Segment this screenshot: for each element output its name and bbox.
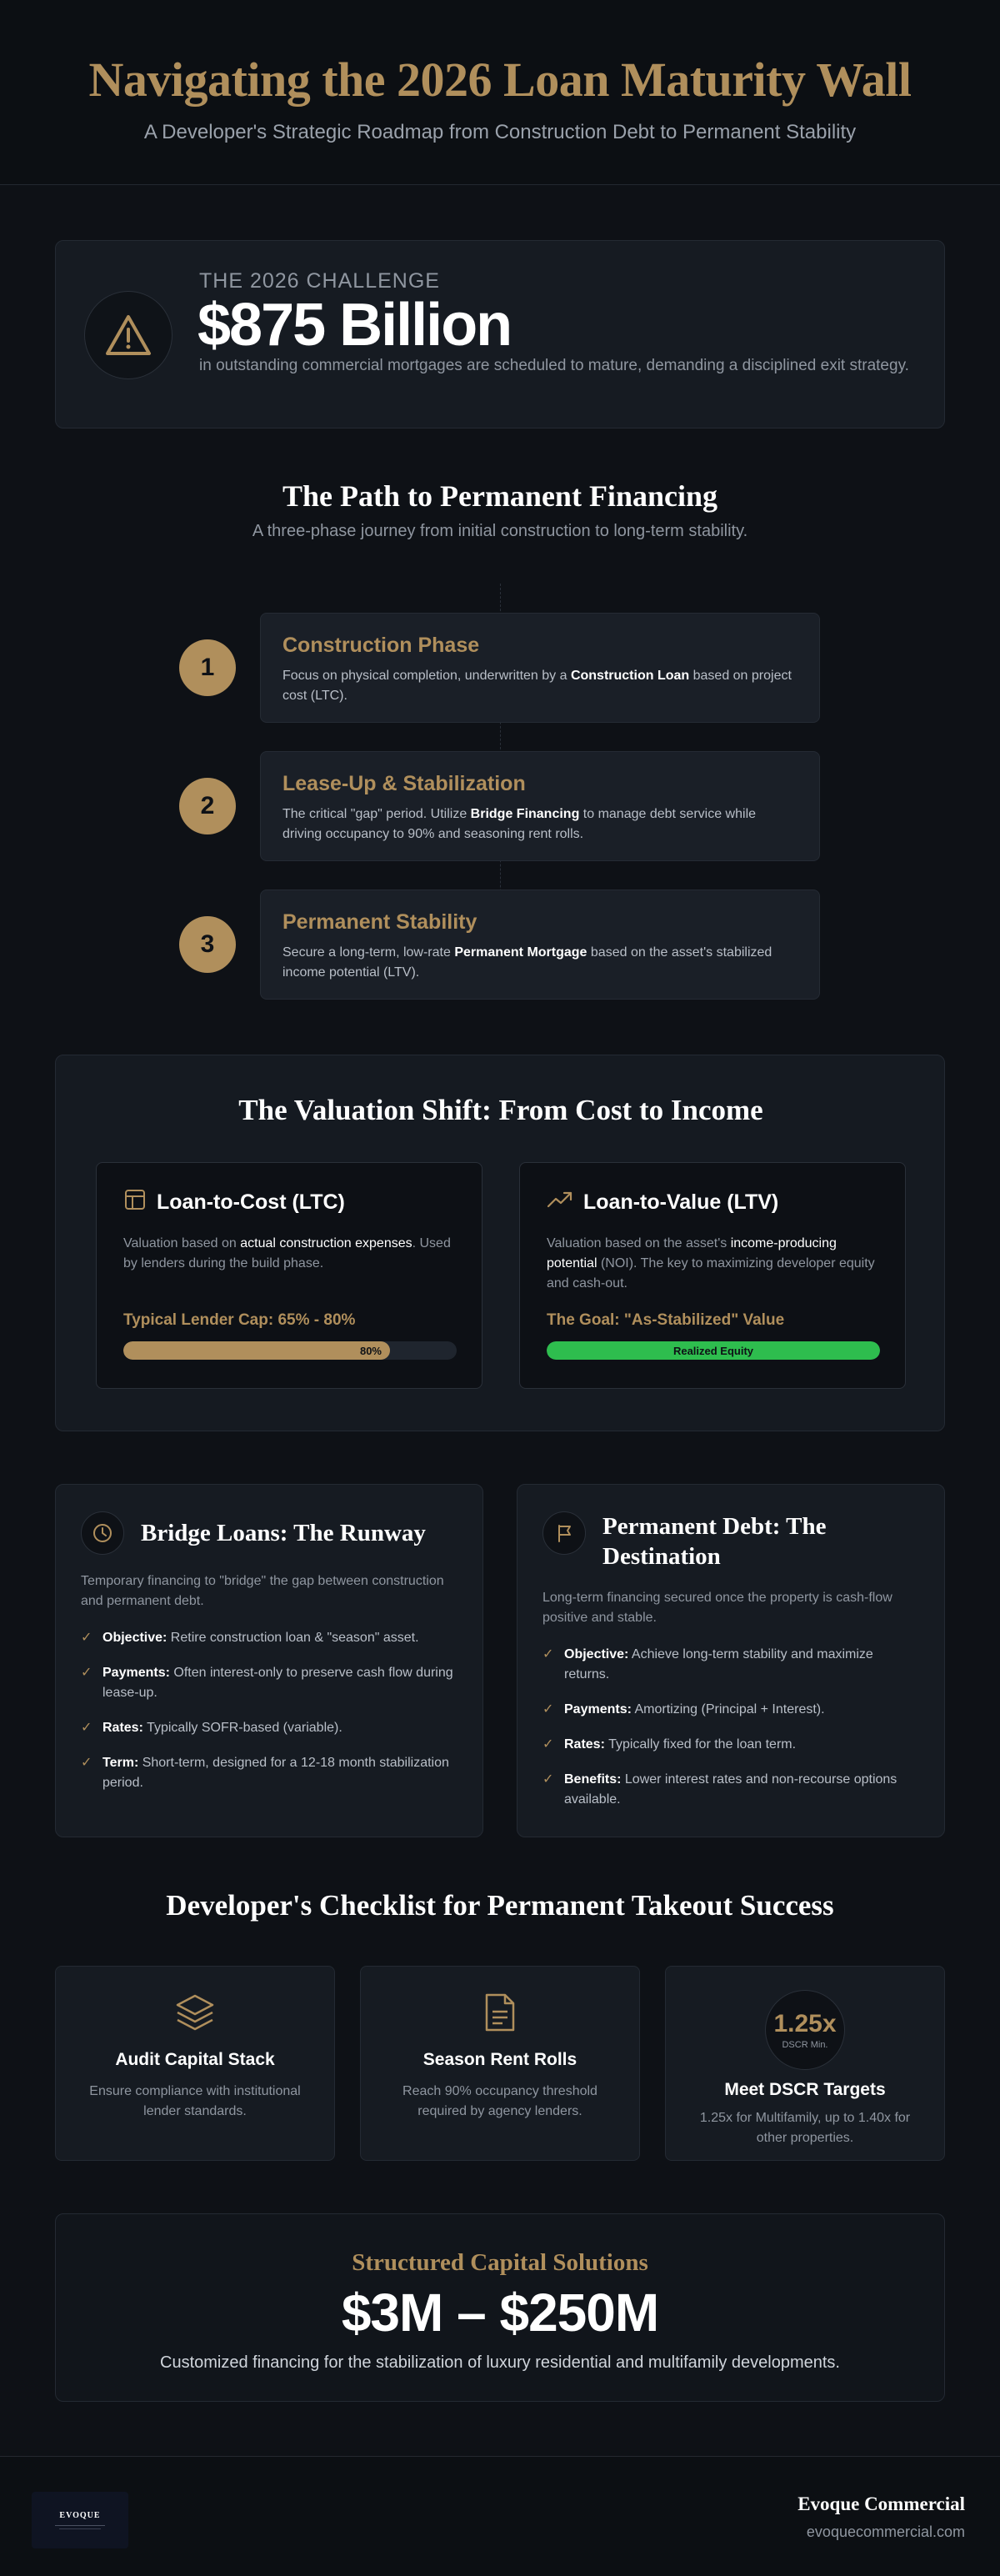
capital-solutions-card <box>55 2213 945 2402</box>
ltv-card <box>519 1162 906 1389</box>
step-card-permanent <box>260 890 820 1000</box>
check-icon: ✓ <box>81 1756 92 1770</box>
checklist-item-title: Season Rent Rolls <box>422 2050 578 2069</box>
warning-triangle-icon <box>84 291 172 379</box>
checklist-title: Developer's Checklist for Permanent Takeout Success <box>166 1889 834 1922</box>
permanent-debt-title: Permanent Debt: The Destination <box>602 1513 827 1570</box>
solutions-title: Structured Capital Solutions <box>352 2249 648 2276</box>
list-item: ✓ Benefits: Lower interest rates and non-recourse options available. <box>542 1770 919 1810</box>
logo-rule <box>55 2525 105 2526</box>
page-title: Navigating the 2026 Loan Maturity Wall <box>88 53 912 107</box>
ltv-title-row <box>547 1188 878 1217</box>
logo-rule <box>59 2528 101 2529</box>
step-description: The critical "gap" period. Utilize Bridge Financing to manage debt service while driving occupancy to 90% and seasoning rent rolls. <box>282 807 757 841</box>
trend-up-icon <box>547 1188 573 1217</box>
step-description: Secure a long-term, low-rate Permanent Mortgage based on the asset's stabilized income potential (LTV). <box>282 945 772 980</box>
step-title: Lease-Up & Stabilization <box>282 772 526 795</box>
challenge-amount: $875 Billion <box>198 292 512 358</box>
list-item: ✓ Payments: Amortizing (Principal + Interest). <box>542 1700 919 1720</box>
checklist-item-title: Meet DSCR Targets <box>724 2080 886 2099</box>
page-subtitle: A Developer's Strategic Roadmap from Construction Debt to Permanent Stability <box>143 121 857 143</box>
document-icon <box>478 1990 522 2035</box>
solutions-range: $3M – $250M <box>341 2283 659 2343</box>
challenge-card <box>55 240 945 428</box>
check-icon: ✓ <box>542 1772 554 1787</box>
step-title: Permanent Stability <box>282 910 478 934</box>
checklist-item-title: Audit Capital Stack <box>115 2050 275 2069</box>
list-item: ✓ Objective: Retire construction loan & "season" asset. <box>81 1628 458 1648</box>
bridge-loan-card <box>55 1484 483 1837</box>
bridge-loan-intro: Temporary financing to "bridge" the gap between construction and permanent debt. <box>81 1574 444 1608</box>
list-item: ✓ Payments: Often interest-only to preserve cash flow during lease-up. <box>81 1663 458 1703</box>
checklist-item-text: 1.25x for Multifamily, up to 1.40x for other properties. <box>699 2111 911 2145</box>
solutions-description: Customized financing for the stabilization of luxury residential and multifamily developments. <box>160 2353 840 2372</box>
ltv-description: Valuation based on the asset's income-producing potential (NOI). The key to maximizing developer equity and cash-out. <box>547 1236 875 1291</box>
checklist-card-capital-stack <box>55 1966 335 2161</box>
list-item: ✓ Objective: Achieve long-term stability and maximize returns. <box>542 1645 919 1685</box>
ltc-description: Valuation based on actual construction expenses. Used by lenders during the build phase. <box>123 1236 451 1270</box>
dscr-label: DSCR Min. <box>782 2040 828 2050</box>
layers-icon <box>172 1990 218 2035</box>
dscr-value: 1.25x <box>773 2010 837 2037</box>
checklist-item-text: Ensure compliance with institutional lender standards. <box>89 2084 301 2118</box>
valuation-section <box>55 1055 945 1431</box>
ltc-title: Loan-to-Cost (LTC) <box>157 1190 345 1214</box>
path-title: The Path to Permanent Financing <box>282 479 718 513</box>
company-name: Evoque Commercial <box>798 2493 965 2514</box>
page-header <box>0 0 1000 185</box>
bridge-loan-title: Bridge Loans: The Runway <box>141 1520 426 1546</box>
check-icon: ✓ <box>81 1666 92 1680</box>
clock-icon <box>81 1511 124 1555</box>
dscr-badge <box>765 1990 845 2070</box>
challenge-kicker: THE 2026 CHALLENGE <box>199 269 440 293</box>
step-description: Focus on physical completion, underwritten by a Construction Loan based on project cost (LTC). <box>282 669 792 703</box>
page-footer <box>0 2456 1000 2576</box>
flag-icon <box>542 1511 586 1555</box>
ltv-progress-bar <box>547 1341 880 1360</box>
path-subtitle: A three-phase journey from initial construction to long-term stability. <box>252 522 748 540</box>
check-icon: ✓ <box>81 1631 92 1645</box>
list-item: ✓ Rates: Typically SOFR-based (variable). <box>81 1718 458 1738</box>
permanent-debt-card <box>517 1484 945 1837</box>
ltc-card <box>96 1162 482 1389</box>
company-url-link[interactable]: evoquecommercial.com <box>806 2523 965 2540</box>
ltc-title-row <box>123 1188 455 1217</box>
step-card-construction <box>260 613 820 723</box>
ltc-cap: Typical Lender Cap: 65% - 80% <box>123 1311 356 1329</box>
list-item: ✓ Rates: Typically fixed for the loan term. <box>542 1735 919 1755</box>
ltv-goal: The Goal: "As-Stabilized" Value <box>547 1311 785 1329</box>
ltv-progress-fill: Realized Equity <box>547 1341 880 1360</box>
challenge-description: in outstanding commercial mortgages are scheduled to mature, demanding a disciplined exit strategy. <box>199 357 909 374</box>
permanent-debt-list <box>542 1645 919 1810</box>
check-icon: ✓ <box>542 1702 554 1716</box>
company-logo[interactable] <box>32 2492 128 2548</box>
permanent-debt-intro: Long-term financing secured once the property is cash-flow positive and stable. <box>542 1591 892 1625</box>
checklist-card-rent-rolls <box>360 1966 640 2161</box>
ltc-progress-bar <box>123 1341 457 1360</box>
logo-wordmark: EVOQUE <box>59 2511 101 2520</box>
check-icon: ✓ <box>81 1721 92 1735</box>
checklist-card-dscr <box>665 1966 945 2161</box>
bridge-loan-list <box>81 1628 458 1793</box>
checklist-item-text: Reach 90% occupancy threshold required by agency lenders. <box>402 2084 598 2118</box>
check-icon: ✓ <box>542 1647 554 1661</box>
step-number: 3 <box>179 916 236 973</box>
ltv-title: Loan-to-Value (LTV) <box>583 1190 779 1214</box>
ltc-progress-fill: 80% <box>123 1341 390 1360</box>
step-card-lease-up <box>260 751 820 861</box>
step-number: 2 <box>179 778 236 834</box>
check-icon: ✓ <box>542 1737 554 1752</box>
valuation-title: The Valuation Shift: From Cost to Income <box>238 1094 763 1126</box>
list-item: ✓ Term: Short-term, designed for a 12-18 month stabilization period. <box>81 1753 458 1793</box>
table-icon <box>123 1188 147 1217</box>
step-title: Construction Phase <box>282 634 480 657</box>
step-number: 1 <box>179 639 236 696</box>
